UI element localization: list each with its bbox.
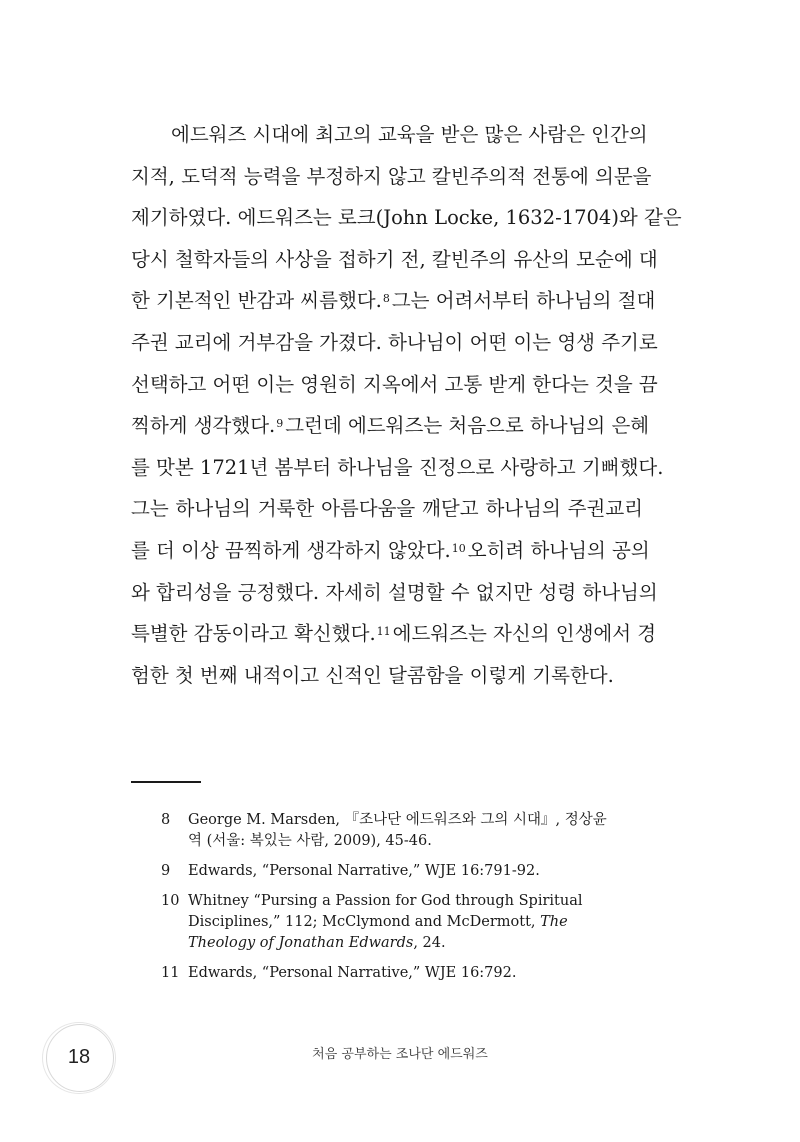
body-line-8-text: 찍하게 생각했다. bbox=[131, 414, 276, 438]
body-line-8-rest: 그런데 에드워즈는 처음으로 하나님의 은혜 bbox=[285, 414, 650, 438]
page-number: 18 bbox=[67, 1045, 91, 1068]
body-line-13-rest: 에드워즈는 자신의 인생에서 경 bbox=[392, 622, 657, 646]
body-line-2: 지적, 도덕적 능력을 부정하지 않고 칼빈주의적 전통에 의문을 bbox=[131, 164, 652, 188]
footnote-8 bbox=[161, 810, 621, 852]
footnote-number: 8 bbox=[161, 812, 171, 828]
footnote-number: 9 bbox=[161, 863, 171, 879]
footnote-text: Edwards, “Personal Narrative,” WJE 16:791-92. bbox=[188, 863, 540, 879]
footnote-ref-9[interactable]: 9 bbox=[276, 417, 284, 431]
footnotes bbox=[161, 810, 621, 993]
body-line-9: 를 맛본 1721년 봄부터 하나님을 진정으로 사랑하고 기뻐했다. bbox=[131, 455, 664, 479]
footnote-ref-10[interactable]: 10 bbox=[451, 541, 466, 555]
body-line-10: 그는 하나님의 거룩한 아름다움을 깨닫고 하나님의 주권교리 bbox=[131, 497, 643, 521]
footnote-divider bbox=[131, 781, 201, 783]
body-line-5-rest: 그는 어려서부터 하나님의 절대 bbox=[391, 289, 656, 313]
footnote-ref-8[interactable]: 8 bbox=[382, 292, 390, 306]
footnote-9 bbox=[161, 861, 621, 882]
body-line-3: 제기하였다. 에드워즈는 로크(John Locke, 1632-1704)와 같은 bbox=[131, 206, 682, 230]
body-line-11-text: 를 더 이상 끔찍하게 생각하지 않았다. bbox=[131, 538, 451, 562]
footnote-ref-11[interactable]: 11 bbox=[376, 625, 391, 639]
body-line-14: 험한 첫 번째 내적이고 신적인 달콤함을 이렇게 기록한다. bbox=[131, 663, 614, 687]
footnote-11 bbox=[161, 963, 621, 984]
body-line-11 bbox=[131, 530, 650, 572]
footnote-number: 10 bbox=[161, 893, 180, 909]
body-line-6: 주권 교리에 거부감을 가졌다. 하나님이 어떤 이는 영생 주기로 bbox=[131, 330, 658, 354]
body-line-5 bbox=[131, 280, 656, 322]
footnote-text: George M. Marsden, 『조나단 에드워즈와 그의 시대』, 정상윤 역 (서울: 복있는 사람, 2009), 45-46. bbox=[188, 812, 607, 849]
body-line-7: 선택하고 어떤 이는 영원히 지옥에서 고통 받게 한다는 것을 끔 bbox=[131, 372, 658, 396]
body-line-11-rest: 오히려 하나님의 공의 bbox=[467, 538, 650, 562]
body-line-13 bbox=[131, 613, 657, 655]
book-title-italic: The Theology of Jonathan Edwards bbox=[188, 914, 568, 951]
body-line-8 bbox=[131, 405, 650, 447]
footnote-number: 11 bbox=[161, 965, 180, 981]
body-text bbox=[131, 114, 682, 696]
footnote-10 bbox=[161, 891, 621, 954]
footnote-text: Edwards, “Personal Narrative,” WJE 16:792. bbox=[188, 965, 517, 981]
body-line-5-text: 한 기본적인 반감과 씨름했다. bbox=[131, 289, 382, 313]
body-line-4: 당시 철학자들의 사상을 접하기 전, 칼빈주의 유산의 모순에 대 bbox=[131, 247, 658, 271]
footnote-text: Whitney “Pursing a Passion for God through Spiritual Disciplines,” 112; McClymond and McDermott, bbox=[188, 893, 583, 930]
footnote-text-end: , 24. bbox=[413, 935, 446, 951]
body-line-13-text: 특별한 감동이라고 확신했다. bbox=[131, 622, 376, 646]
running-title: 처음 공부하는 조나단 에드워즈 bbox=[312, 1047, 488, 1062]
body-line-1: 에드워즈 시대에 최고의 교육을 받은 많은 사람은 인간의 bbox=[171, 123, 648, 146]
body-line-12: 와 합리성을 긍정했다. 자세히 설명할 수 없지만 성령 하나님의 bbox=[131, 580, 658, 604]
